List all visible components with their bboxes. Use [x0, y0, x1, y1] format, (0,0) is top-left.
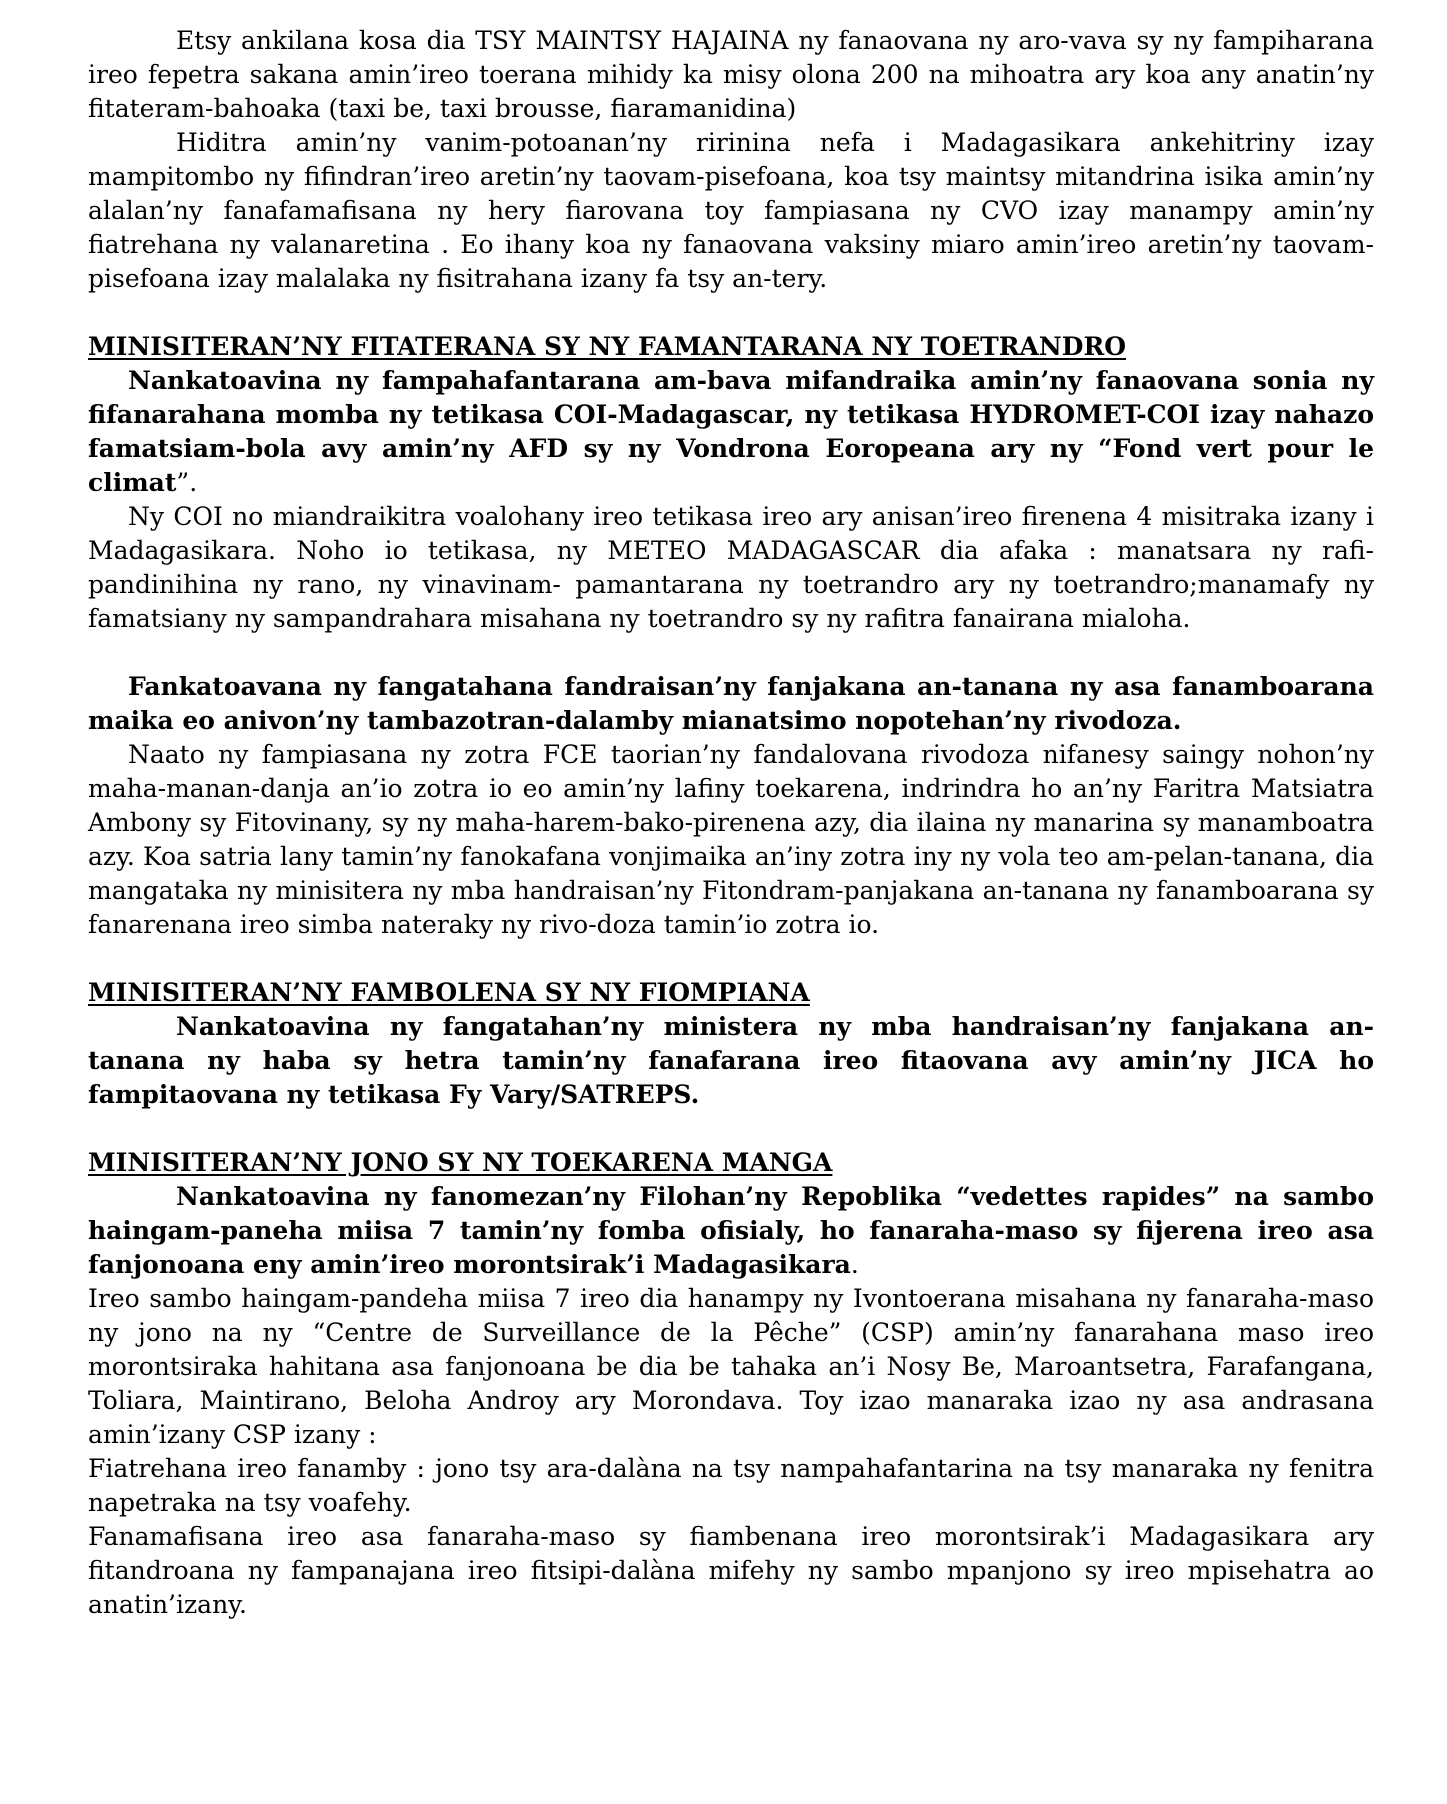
decision-tail: ”.	[176, 468, 198, 497]
decision-tail: .	[850, 1250, 859, 1279]
list-item-reinforcement: Fanamafisana ireo asa fanaraha-maso sy fiambenana ireo morontsirak’i Madagasikara ary fitandroana ny fampanajana ireo fitsipi-dalàna mifehy ny sambo mpanjono sy ireo mpisehatra ao anatin’izany.	[88, 1522, 1374, 1619]
body-transport-1: Ny COI no miandraikitra voalohany ireo tetikasa ireo ary anisan’ireo firenena 4 misitraka izany i Madagasikara. Noho io tetikasa, ny METEO MADAGASCAR dia afaka : manatsara ny rafi-pandinihina ny rano, ny vinavinam- pamantarana ny toetrandro ary ny toetrandro;manamafy ny famatsiany ny sampandrahara misahana ny toetrandro sy ny rafitra fanairana mialoha.	[88, 502, 1374, 633]
spacer	[88, 942, 1374, 976]
section-heading-agriculture: MINISITERAN’NY FAMBOLENA SY NY FIOMPIANA	[88, 978, 810, 1007]
decision-transport-1	[88, 364, 1374, 500]
decision-transport-2: Fankatoavana ny fangatahana fandraisan’ny fanjakana an-tanana ny asa fanamboarana maika eo anivon’ny tambazotran-dalamby mianatsimo nopotehan’ny rivodoza.	[88, 672, 1374, 735]
decision-bold-text: Nankatoavina ny fanomezan’ny Filohan’ny Repoblika “vedettes rapides” na sambo haingam-paneha miisa 7 tamin’ny fomba ofisialy, ho fanaraha-maso sy fijerena ireo asa fanjonoana eny amin’ireo morontsirak’i Madagasikara	[88, 1182, 1374, 1279]
body-transport-2: Naato ny fampiasana ny zotra FCE taorian’ny fandalovana rivodoza nifanesy saingy nohon’ny maha-manan-danja an’io zotra io eo amin’ny lafiny toekarena, indrindra ho an’ny Faritra Matsiatra Ambony sy Fitovinany, sy ny maha-harem-bako-pirenena azy, dia ilaina ny manarina sy manamboatra azy. Koa satria lany tamin’ny fanokafana vonjimaika an’iny zotra iny ny vola teo am-pelan-tanana, dia mangataka ny minisitera ny mba handraisan’ny Fitondram-panjakana an-tanana ny fanamboarana sy fanarenana ireo simba nateraky ny rivo-doza tamin’io zotra io.	[88, 740, 1374, 939]
body-fisheries: Ireo sambo haingam-pandeha miisa 7 ireo dia hanampy ny Ivontoerana misahana ny fanaraha-maso ny jono na ny “Centre de Surveillance de la Pêche” (CSP) amin’ny fanarahana maso ireo morontsiraka hahitana asa fanjonoana be dia be tahaka an’i Nosy Be, Maroantsetra, Farafangana, Toliara, Maintirano, Beloha Androy ary Morondava. Toy izao manaraka izao ny asa andrasana amin’izany CSP izany :	[88, 1284, 1374, 1449]
intro-paragraph-2: Hiditra amin’ny vanim-potoanan’ny ririnina nefa i Madagasikara ankehitriny izay mampitombo ny fifindran’ireo aretin’ny taovam-pisefoana, koa tsy maintsy mitandrina isika amin’ny alalan’ny fanafamafisana ny hery fiarovana toy fampiasana ny CVO izay manampy amin’ny fiatrehana ny valanaretina . Eo ihany koa ny fanaovana vaksiny miaro amin’ireo aretin’ny taovam-pisefoana izay malalaka ny fisitrahana izany fa tsy an-tery.	[88, 128, 1374, 293]
decision-fisheries	[88, 1180, 1374, 1282]
decision-bold-text: Nankatoavina ny fampahafantarana am-bava mifandraika amin’ny fanaovana sonia ny fifanarahana momba ny tetikasa COI-Madagascar, ny tetikasa HYDROMET-COI izay nahazo famatsiam-bola avy amin’ny AFD sy ny Vondrona Eoropeana ary ny “Fond vert pour le climat	[88, 366, 1374, 497]
list-item-challenges: Fiatrehana ireo fanamby : jono tsy ara-dalàna na tsy nampahafantarina na tsy manaraka ny fenitra napetraka na tsy voafehy.	[88, 1454, 1374, 1517]
intro-paragraph-1: Etsy ankilana kosa dia TSY MAINTSY HAJAINA ny fanaovana ny aro-vava sy ny fampiharana ireo fepetra sakana amin’ireo toerana mihidy ka misy olona 200 na mihoatra ary koa any anatin’ny fitateram-bahoaka (taxi be, taxi brousse, fiaramanidina)	[88, 26, 1374, 123]
section-heading-transport: MINISITERAN’NY FITATERANA SY NY FAMANTARANA NY TOETRANDRO	[88, 332, 1127, 361]
decision-agriculture: Nankatoavina ny fangatahan’ny ministera ny mba handraisan’ny fanjakana an-tanana ny haba sy hetra tamin’ny fanafarana ireo fitaovana avy amin’ny JICA ho fampitaovana ny tetikasa Fy Vary/SATREPS.	[88, 1012, 1374, 1109]
spacer	[88, 636, 1374, 670]
section-heading-fisheries: MINISITERAN’NY JONO SY NY TOEKARENA MANGA	[88, 1148, 833, 1177]
spacer	[88, 296, 1374, 330]
spacer	[88, 1112, 1374, 1146]
